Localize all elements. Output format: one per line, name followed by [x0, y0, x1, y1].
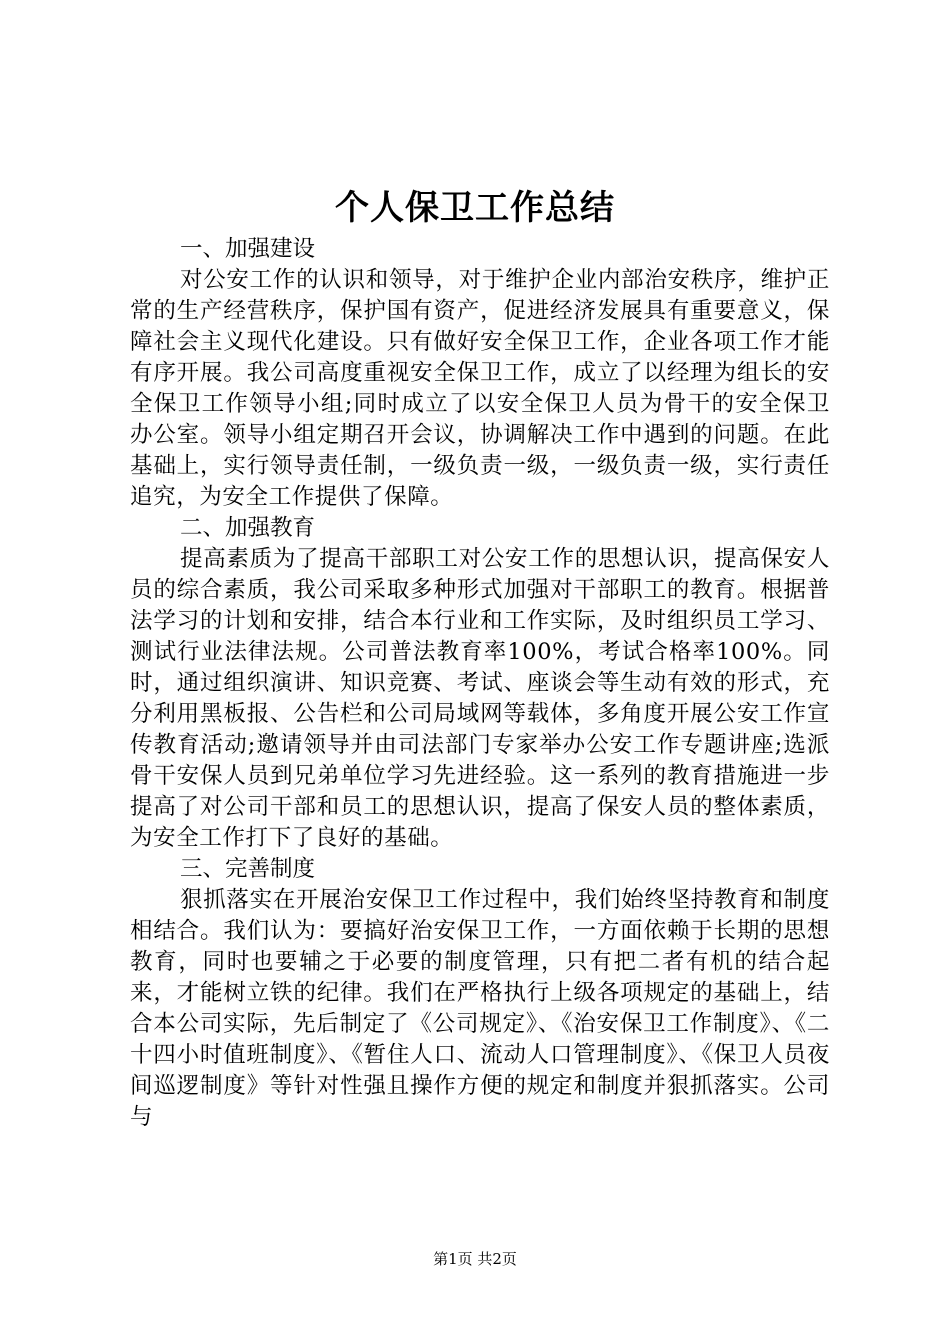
section-paragraph: 对公安工作的认识和领导，对于维护企业内部治安秩序，维护正常的生产经营秩序，保护国有资产，促进经济发展具有重要意义，保障社会主义现代化建设。只有做好安全保卫工作，企业各项工作才能有序开展。我公司高度重视安全保卫工作，成立了以经理为组长的安全保卫工作领导小组;同时成立了以安全保卫人员为骨干的安全保卫办公室。领导小组定期召开会议，协调解决工作中遇到的问题。在此基础上，实行领导责任制，一级负责一级，一级负责一级，实行责任追究，为安全工作提供了保障。 [130, 267, 830, 510]
document-body [130, 234, 830, 1133]
section-heading: 二、加强教育 [180, 515, 316, 541]
section-1 [130, 234, 830, 513]
section-paragraph: 狠抓落实在开展治安保卫工作过程中，我们始终坚持教育和制度相结合。我们认为：要搞好治安保卫工作，一方面依赖于长期的思想教育，同时也要辅之于必要的制度管理，只有把二者有机的结合起来，才能树立铁的纪律。我们在严格执行上级各项规定的基础上，结合本公司实际，先后制定了《公司规定》、《治安保卫工作制度》、《二十四小时值班制度》、《暂住人口、流动人口管理制度》、《保卫人员夜间巡逻制度》等针对性强且操作方便的规定和制度并狠抓落实。公司与 [130, 887, 830, 1130]
section-heading: 三、完善制度 [180, 856, 316, 882]
document-title: 个人保卫工作总结 [335, 188, 615, 228]
section-3 [130, 854, 830, 1133]
section-heading: 一、加强建设 [180, 236, 316, 262]
page-number-footer: 第1页 共2页 [433, 1250, 517, 1268]
section-paragraph: 提高素质为了提高干部职工对公安工作的思想认识，提高保安人员的综合素质，我公司采取多种形式加强对干部职工的教育。根据普法学习的计划和安排，结合本行业和工作实际，及时组织员工学习、测试行业法律法规。公司普法教育率100%，考试合格率100%。同时，通过组织演讲、知识竞赛、考试、座谈会等生动有效的形式，充分利用黑板报、公告栏和公司局域网等载体，多角度开展公安工作宣传教育活动;邀请领导并由司法部门专家举办公安工作专题讲座;选派骨干安保人员到兄弟单位学习先进经验。这一系列的教育措施进一步提高了对公司干部和员工的思想认识，提高了保安人员的整体素质，为安全工作打下了良好的基础。 [130, 546, 830, 851]
section-2 [130, 513, 830, 854]
